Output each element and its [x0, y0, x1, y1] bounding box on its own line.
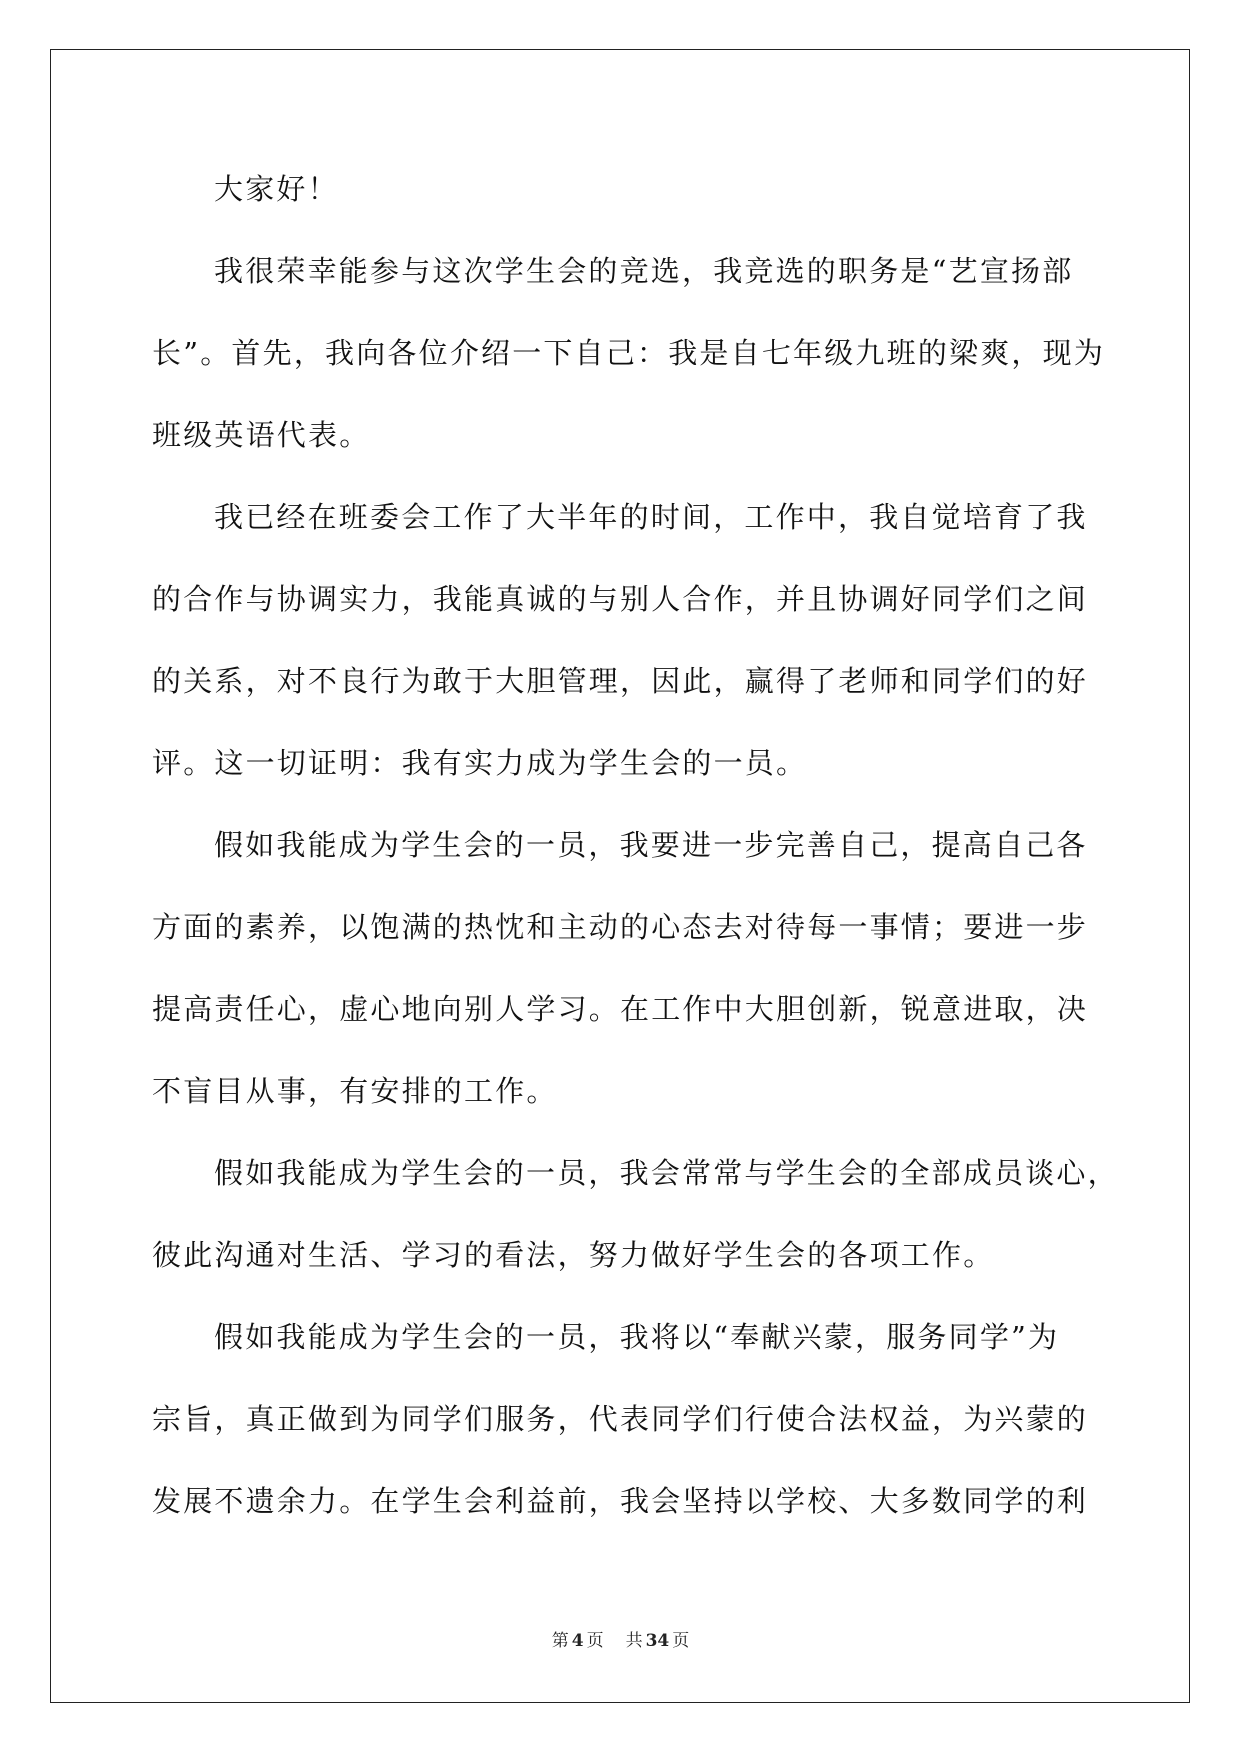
text-line: 发展不遗余力。在学生会利益前，我会坚持以学校、大多数同学的利	[152, 1484, 1089, 1518]
text-line: 提高责任心，虚心地向别人学习。在工作中大胆创新，锐意进取，决	[152, 992, 1089, 1026]
text-line: 方面的素养，以饱满的热忱和主动的心态去对待每一事情；要进一步	[152, 910, 1089, 944]
total-pages: 34	[645, 1631, 670, 1651]
text-line: 宗旨，真正做到为同学们服务，代表同学们行使合法权益，为兴蒙的	[152, 1402, 1089, 1436]
text-line: 评。这一切证明：我有实力成为学生会的一员。	[152, 746, 808, 780]
page-number: 4	[571, 1631, 584, 1651]
page-prefix: 第	[551, 1631, 569, 1651]
text-line: 班级英语代表。	[152, 418, 371, 452]
page-suffix: 页	[586, 1631, 604, 1651]
text-line: 假如我能成为学生会的一员，我要进一步完善自己，提高自己各	[214, 828, 1088, 862]
total-suffix: 页	[672, 1631, 690, 1651]
total-prefix: 共	[625, 1631, 643, 1651]
document-body	[152, 148, 1119, 1542]
text-line: 我已经在班委会工作了大半年的时间，工作中，我自觉培育了我	[214, 500, 1088, 534]
text-line: 的合作与协调实力，我能真诚的与别人合作，并且协调好同学们之间	[152, 582, 1089, 616]
text-line: 大家好！	[214, 172, 339, 206]
page-footer	[0, 1626, 1241, 1651]
text-line: 长”。首先，我向各位介绍一下自己：我是自七年级九班的梁爽，现为	[152, 336, 1106, 370]
text-line: 我很荣幸能参与这次学生会的竞选，我竞选的职务是“艺宣扬部	[214, 254, 1074, 288]
text-line: 彼此沟通对生活、学习的看法，努力做好学生会的各项工作。	[152, 1238, 995, 1272]
text-line: 假如我能成为学生会的一员，我会常常与学生会的全部成员谈心，	[214, 1156, 1119, 1190]
text-line: 不盲目从事，有安排的工作。	[152, 1074, 558, 1108]
text-line: 的关系，对不良行为敢于大胆管理，因此，赢得了老师和同学们的好	[152, 664, 1089, 698]
text-line: 假如我能成为学生会的一员，我将以“奉献兴蒙，服务同学”为	[214, 1320, 1060, 1354]
